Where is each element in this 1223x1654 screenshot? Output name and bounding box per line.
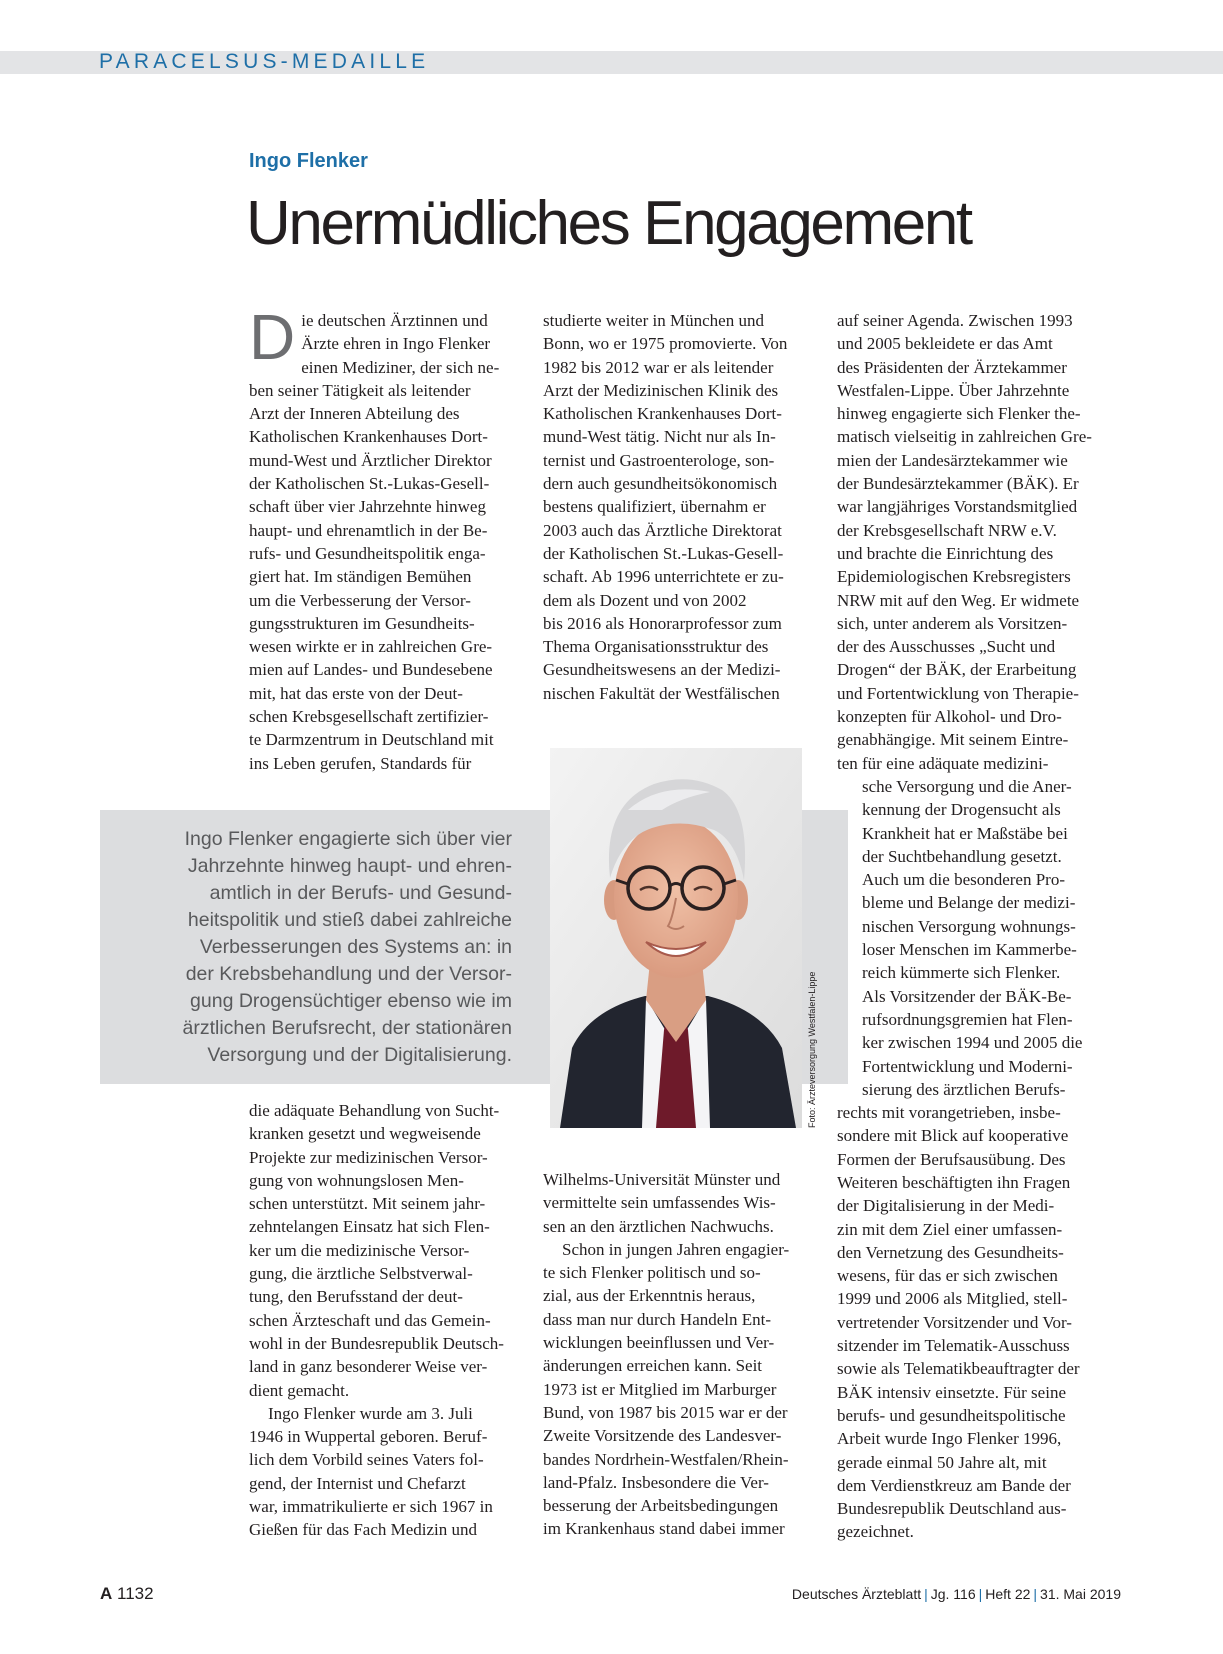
text-line: einen Mediziner, der sich ne-	[301, 357, 500, 377]
text-line: ternist und Gastroenterologe, son-	[543, 450, 775, 470]
text-line: Verbesserungen des Systems an: in	[199, 936, 512, 958]
text-line: gung Drogensüchtiger ebenso wie im	[190, 990, 512, 1012]
text-line: Krankheit hat er Maßstäbe bei	[862, 823, 1068, 843]
text-line: besserung der Arbeitsbedingungen	[543, 1496, 779, 1516]
text-line: Gießen für das Fach Medizin und	[249, 1520, 478, 1540]
text-line: dem Verdienstkreuz am Bande der	[837, 1475, 1071, 1495]
text-line: dass man nur durch Handeln Ent-	[543, 1309, 772, 1329]
text-line: im Krankenhaus stand dabei immer	[543, 1519, 785, 1539]
text-line: Arbeit wurde Ingo Flenker 1996,	[837, 1429, 1062, 1449]
text-line: kennung der Drogensucht als	[862, 800, 1061, 820]
pullquote	[158, 826, 512, 1069]
text-line: Bonn, wo er 1975 promovierte. Von	[543, 334, 788, 354]
text-line: berufs- und gesundheitspolitische	[837, 1405, 1066, 1425]
text-line: genabhängige. Mit seinem Eintre-	[837, 730, 1069, 750]
text-line: ärztlichen Berufsrecht, der stationären	[182, 1017, 512, 1039]
page-prefix: A	[100, 1584, 113, 1603]
journal-volume: Jg. 116	[930, 1586, 976, 1602]
text-line: ker zwischen 1994 und 2005 die	[862, 1033, 1083, 1053]
footer-separator: |	[978, 1586, 983, 1602]
portrait-photo	[550, 748, 802, 1128]
photo-credit: Foto: Ärzteversorgung Westfalen-Lippe	[807, 971, 817, 1128]
text-line: dern auch gesundheitsökonomisch	[543, 474, 778, 494]
text-line: ten für eine adäquate medizini-	[837, 753, 1049, 773]
text-line: hinweg engagierte sich Flenker the-	[837, 404, 1081, 424]
text-line: wesens, für das er sich zwischen	[837, 1266, 1058, 1286]
text-line: der Krebsgesellschaft NRW e.V.	[837, 520, 1057, 540]
text-line: der des Ausschusses „Sucht und	[837, 637, 1056, 657]
text-line: Gesundheitswesens an der Medizi-	[543, 660, 781, 680]
text-line: der Bundesärztekammer (BÄK). Er	[837, 474, 1079, 494]
text-line: der Digitalisierung in der Medi-	[837, 1196, 1055, 1216]
text-line: ben seiner Tätigkeit als leitender	[249, 380, 471, 400]
body-paragraph	[543, 309, 811, 705]
body-paragraph	[249, 1099, 519, 1402]
text-line: schen unterstützt. Mit seinem jahr-	[249, 1194, 486, 1214]
text-line: te Darmzentrum in Deutschland mit	[249, 730, 494, 750]
text-line: Ärzte ehren in Ingo Flenker	[301, 334, 491, 354]
text-line: Wilhelms-Universität Münster und	[543, 1170, 781, 1189]
text-line: bleme und Belange der medizi-	[862, 893, 1076, 913]
text-line: NRW mit auf den Weg. Er widmete	[837, 590, 1080, 610]
text-line: ins Leben gerufen, Standards für	[249, 753, 472, 773]
text-line: 1973 ist er Mitglied im Marburger	[543, 1379, 777, 1399]
text-line: rufsordnungsgremien hat Flen-	[862, 1009, 1073, 1029]
text-line: zehntelangen Einsatz hat sich Flen-	[249, 1217, 490, 1237]
text-line: die adäquate Behandlung von Sucht-	[249, 1101, 500, 1120]
text-line: der Katholischen St.-Lukas-Gesell-	[249, 474, 490, 494]
text-line: vermittelte sein umfassendes Wis-	[543, 1193, 776, 1213]
text-line: Bundesrepublik Deutschland aus-	[837, 1499, 1067, 1519]
footer-separator: |	[1033, 1586, 1038, 1602]
text-line: haupt- und ehrenamtlich in der Be-	[249, 520, 488, 540]
text-line: sowie als Telematikbeauftragter der	[837, 1359, 1080, 1379]
text-line: und Fortentwicklung von Therapie-	[837, 683, 1079, 703]
journal-name: Deutsches Ärzteblatt	[791, 1586, 922, 1602]
column-1-bottom	[249, 1099, 519, 1542]
text-line: land-Pfalz. Insbesondere die Ver-	[543, 1472, 769, 1492]
column-3	[837, 309, 1105, 1544]
text-line: BÄK intensiv einsetzte. Für seine	[837, 1382, 1066, 1402]
column-2-bottom	[543, 1168, 811, 1541]
journal-footer	[792, 1586, 1121, 1602]
drop-cap: D	[249, 301, 296, 373]
text-line: 1999 und 2006 als Mitglied, stell-	[837, 1289, 1068, 1309]
text-line: änderungen erreichen kann. Seit	[543, 1356, 763, 1376]
article-kicker: Ingo Flenker	[249, 150, 368, 172]
text-line: Arzt der Medizinischen Klinik des	[543, 380, 779, 400]
text-line: gung, die ärztliche Selbstverwal-	[249, 1264, 473, 1284]
page-number	[100, 1584, 154, 1604]
text-line: auf seiner Agenda. Zwischen 1993	[837, 311, 1073, 330]
text-line: bandes Nordrhein-Westfalen/Rhein-	[543, 1449, 789, 1469]
section-label: PARACELSUS-MEDAILLE	[99, 50, 430, 73]
text-line: gend, der Internist und Chefarzt	[249, 1473, 466, 1493]
text-line: Fortentwicklung und Moderni-	[862, 1056, 1073, 1076]
text-line: konzepten für Alkohol- und Dro-	[837, 707, 1062, 727]
text-line: land in ganz besonderer Weise ver-	[249, 1357, 488, 1377]
text-line: zial, aus der Erkenntnis heraus,	[543, 1286, 756, 1306]
text-line: giert hat. Im ständigen Bemühen	[249, 567, 472, 587]
text-line: reich kümmerte sich Flenker.	[862, 963, 1061, 983]
text-line: Formen der Berufsausübung. Des	[837, 1149, 1066, 1169]
article-title: Unermüdliches Engagement	[246, 189, 971, 258]
text-line: rechts mit vorangetrieben, insbe-	[837, 1103, 1061, 1123]
text-line: ie deutschen Ärztinnen und	[301, 311, 488, 330]
text-line: studierte weiter in München und	[543, 311, 764, 330]
footer-separator: |	[924, 1586, 928, 1602]
text-line: Schon in jungen Jahren engagier-	[562, 1239, 790, 1259]
text-line: war langjähriges Vorstandsmitglied	[837, 497, 1078, 517]
body-paragraph	[543, 1168, 811, 1238]
text-line: Drogen“ der BÄK, der Erarbeitung	[837, 660, 1077, 680]
text-line: rufs- und Gesundheitspolitik enga-	[249, 543, 486, 563]
text-line: sierung des ärztlichen Berufs-	[862, 1079, 1066, 1099]
intro-paragraph	[249, 301, 519, 775]
text-line: gungsstrukturen im Gesundheits-	[249, 613, 475, 633]
text-line: 1946 in Wuppertal geboren. Beruf-	[249, 1427, 488, 1447]
text-line: Zweite Vorsitzende des Landesver-	[543, 1426, 782, 1446]
text-line: sondere mit Blick auf kooperative	[837, 1126, 1069, 1146]
text-line: Katholischen Krankenhauses Dort-	[249, 427, 488, 447]
text-line: gezeichnet.	[837, 1522, 914, 1542]
text-line: dem als Dozent und von 2002	[543, 590, 747, 610]
text-line: Als Vorsitzender der BÄK-Be-	[862, 986, 1072, 1006]
text-line: sitzender im Telematik-Ausschuss	[837, 1336, 1070, 1356]
text-line: wicklungen beeinflussen und Ver-	[543, 1333, 775, 1353]
text-line: um die Verbesserung der Versor-	[249, 590, 471, 610]
text-line: zin mit dem Ziel einer umfassen-	[837, 1219, 1063, 1239]
text-line: 2003 auch das Ärztliche Direktorat	[543, 520, 782, 540]
column-2-top	[543, 309, 811, 705]
body-paragraph	[837, 309, 1105, 1544]
text-line: heitspolitik und stieß dabei zahlreiche	[187, 909, 512, 931]
text-line: mien auf Landes- und Bundesebene	[249, 660, 493, 680]
text-line: 1982 bis 2012 war er als leitender	[543, 357, 774, 377]
text-line: vertretender Vorsitzender und Vor-	[837, 1312, 1072, 1332]
text-line: mien der Landesärztekammer wie	[837, 450, 1068, 470]
text-line: wohl in der Bundesrepublik Deutsch-	[249, 1333, 504, 1353]
text-line: nischen Versorgung wohnungs-	[862, 916, 1076, 936]
text-line: nischen Fakultät der Westfälischen	[543, 683, 780, 703]
text-line: schaft über vier Jahrzehnte hinweg	[249, 497, 486, 517]
text-line: sen an den ärztlichen Nachwuchs.	[543, 1216, 774, 1236]
text-line: mund-West tätig. Nicht nur als In-	[543, 427, 776, 447]
text-line: matisch vielseitig in zahlreichen Gre-	[837, 427, 1092, 447]
text-line: Bund, von 1987 bis 2015 war er der	[543, 1402, 788, 1422]
text-line: mund-West und Ärztlicher Direktor	[249, 450, 492, 470]
journal-date: 31. Mai 2019	[1040, 1586, 1121, 1602]
text-line: Katholischen Krankenhauses Dort-	[543, 404, 782, 424]
text-line: mit, hat das erste von der Deut-	[249, 683, 463, 703]
text-line: lich dem Vorbild seines Vaters fol-	[249, 1450, 484, 1470]
text-line: amtlich in der Berufs- und Gesund-	[209, 882, 512, 904]
text-line: schaft. Ab 1996 unterrichtete er zu-	[543, 567, 784, 587]
text-line: und brachte die Einrichtung des	[837, 543, 1054, 563]
journal-issue: Heft 22	[985, 1586, 1031, 1602]
text-line: wesen wirkte er in zahlreichen Gre-	[249, 637, 493, 657]
text-line: der Katholischen St.-Lukas-Gesell-	[543, 543, 784, 563]
page-number-value: 1132	[117, 1584, 154, 1603]
text-line: gung von wohnungslosen Men-	[249, 1170, 464, 1190]
text-line: Versorgung und der Digitalisierung.	[207, 1044, 512, 1066]
text-line: gerade einmal 50 Jahre alt, mit	[837, 1452, 1047, 1472]
text-line: ker um die medizinische Versor-	[249, 1240, 470, 1260]
text-line: Projekte zur medizinischen Versor-	[249, 1147, 488, 1167]
text-line: Ingo Flenker engagierte sich über vier	[184, 828, 512, 850]
text-line: Weiteren beschäftigten ihn Fragen	[837, 1172, 1071, 1192]
column-1-top	[249, 301, 519, 775]
body-paragraph	[249, 1402, 519, 1542]
text-line: Auch um die besonderen Pro-	[862, 870, 1066, 890]
text-line: Westfalen-Lippe. Über Jahrzehnte	[837, 380, 1070, 400]
text-line: war, immatrikulierte er sich 1967 in	[249, 1497, 493, 1517]
text-line: loser Menschen im Kammerbe-	[862, 940, 1077, 960]
text-line: des Präsidenten der Ärztekammer	[837, 357, 1067, 377]
text-line: te sich Flenker politisch und so-	[543, 1263, 761, 1283]
text-line: Arzt der Inneren Abteilung des	[249, 404, 460, 424]
text-line: der Krebsbehandlung und der Versor-	[185, 963, 512, 985]
text-line: kranken gesetzt und wegweisende	[249, 1124, 481, 1144]
text-line: schen Ärzteschaft und das Gemein-	[249, 1310, 491, 1330]
text-line: Ingo Flenker wurde am 3. Juli	[268, 1403, 473, 1423]
text-line: bestens qualifiziert, übernahm er	[543, 497, 766, 517]
text-line: dient gemacht.	[249, 1380, 350, 1400]
text-line: und 2005 bekleidete er das Amt	[837, 334, 1053, 354]
text-line: schen Krebsgesellschaft zertifizier-	[249, 707, 489, 727]
text-line: den Vernetzung des Gesundheits-	[837, 1242, 1064, 1262]
text-line: der Suchtbehandlung gesetzt.	[862, 846, 1062, 866]
text-line: Epidemiologischen Krebsregisters	[837, 567, 1071, 587]
text-line: Jahrzehnte hinweg haupt- und ehren-	[187, 855, 512, 877]
text-line: sich, unter anderem als Vorsitzen-	[837, 613, 1068, 633]
text-line: Thema Organisationsstruktur des	[543, 637, 769, 657]
text-line: tung, den Berufsstand der deut-	[249, 1287, 463, 1307]
body-paragraph	[543, 1238, 811, 1541]
text-line: bis 2016 als Honorarprofessor zum	[543, 613, 782, 633]
text-line: sche Versorgung und die Aner-	[862, 776, 1072, 796]
